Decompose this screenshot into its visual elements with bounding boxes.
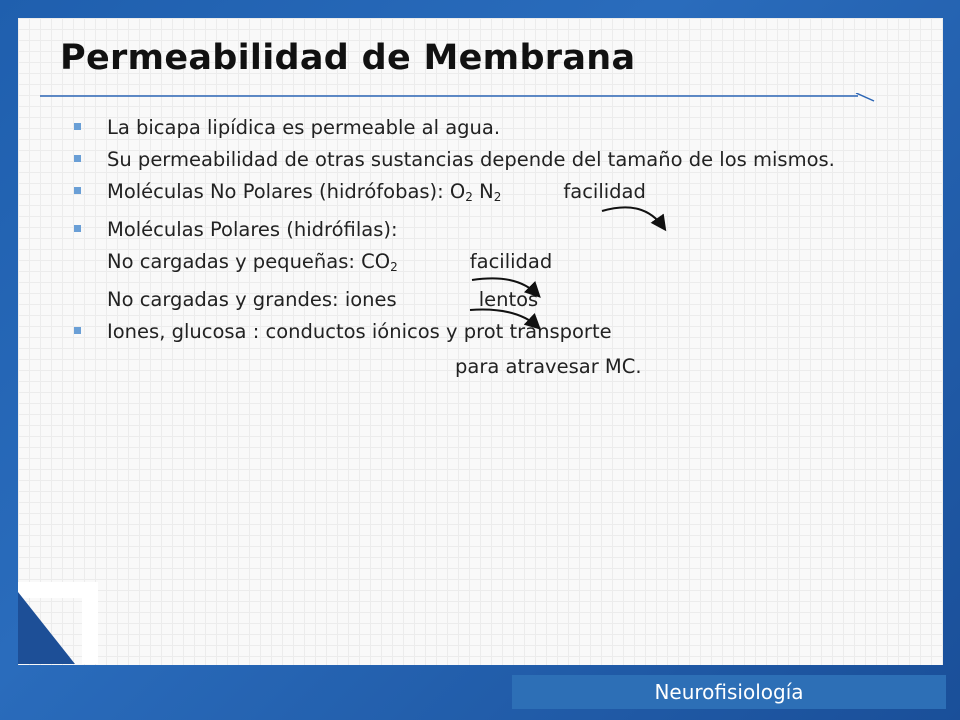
bullet-item: Moléculas Polares (hidrófilas): <box>74 216 914 243</box>
result-label: lentos <box>478 288 539 311</box>
result-label: facilidad <box>469 250 553 273</box>
corner-decoration <box>0 560 110 670</box>
bullet-marker-icon <box>74 123 81 130</box>
bullet-item: Moléculas No Polares (hidrófobas): $O_2$ $N_2$ facilidad <box>74 178 914 211</box>
bullet-continuation: para atravesar MC. <box>455 355 642 378</box>
result-label: facilidad <box>563 180 646 203</box>
bullet-item: Iones, glucosa : conductos iónicos y prot transporte <box>74 318 914 345</box>
bullet-marker-icon <box>74 327 81 334</box>
title-underline <box>40 93 880 105</box>
bullet-marker-icon <box>74 155 81 162</box>
bullet-item: Su permeabilidad de otras sustancias depende del tamaño de los mismos. <box>74 146 914 173</box>
bullet-list <box>74 114 914 380</box>
bullet-item: La bicapa lipídica es permeable al agua. <box>74 114 914 141</box>
sub-item: No cargadas y pequeñas: $CO_2$ facilidad <box>107 250 553 274</box>
slide-title: Permeabilidad de Membrana <box>60 38 636 78</box>
bullet-marker-icon <box>74 225 81 232</box>
sub-item: No cargadas y grandes: iones lentos <box>107 288 539 311</box>
footer-label: Neurofisiología <box>512 675 946 709</box>
bullet-marker-icon <box>74 187 81 194</box>
